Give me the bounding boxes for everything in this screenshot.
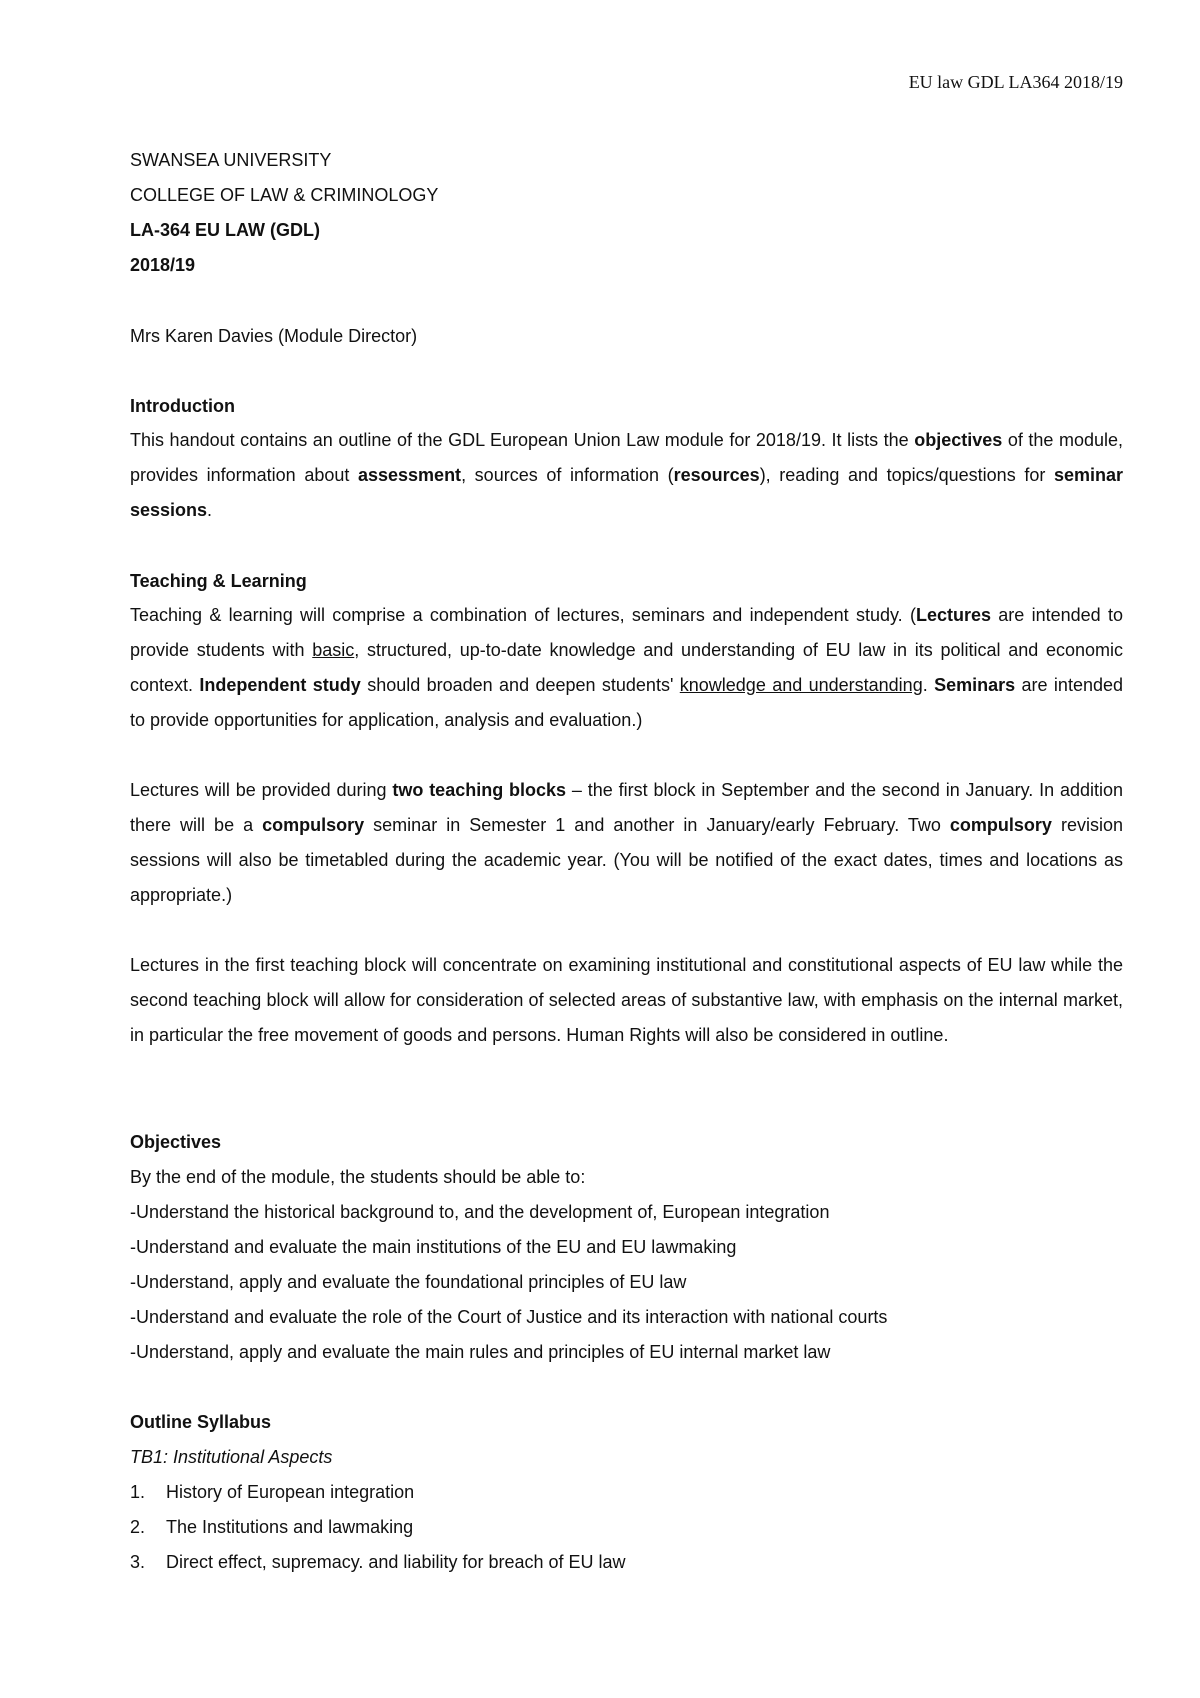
- objectives-heading: Objectives: [130, 1132, 222, 1152]
- module-director: Mrs Karen Davies (Module Director): [130, 326, 418, 346]
- running-header: EU law GDL LA364 2018/19: [908, 72, 1123, 92]
- teaching-paragraph-2: Lectures will be provided during two teaching blocks – the first block in September and the second in January. In addition there will be a compulsory seminar in Semester 1 and another in January/early February. Two compulsory revision sessions will also be timetabled during the academic year. (You will be notified of the exact dates, times and locations as appropriate.): [130, 780, 1124, 905]
- teaching-heading: Teaching & Learning: [130, 571, 307, 591]
- objective-item: -Understand, apply and evaluate the main rules and principles of EU internal market law: [130, 1342, 831, 1362]
- objective-item: -Understand the historical background to, and the development of, European integration: [130, 1202, 830, 1222]
- teaching-paragraph-3: Lectures in the first teaching block will concentrate on examining institutional and constitutional aspects of EU law while the second teaching block will allow for consideration of selected areas of substantive law, with emphasis on the internal market, in particular the free movement of goods and persons. Human Rights will also be considered in outline.: [130, 955, 1123, 1045]
- academic-year: 2018/19: [130, 255, 196, 275]
- objective-item: -Understand, apply and evaluate the foundational principles of EU law: [130, 1272, 687, 1292]
- introduction-paragraph: This handout contains an outline of the GDL European Union Law module for 2018/19. It lists the objectives of the module, provides information about assessment, sources of information (resources), reading and topics/questions for seminar sessions.: [130, 430, 1123, 520]
- syllabus-heading: Outline Syllabus: [130, 1412, 272, 1432]
- syllabus-item: 2. The Institutions and lawmaking: [130, 1517, 414, 1537]
- syllabus-item: 3. Direct effect, supremacy. and liability for breach of EU law: [130, 1552, 626, 1572]
- introduction-heading: Introduction: [130, 396, 235, 416]
- objective-item: -Understand and evaluate the main institutions of the EU and EU lawmaking: [130, 1237, 737, 1257]
- module-code: LA-364 EU LAW (GDL): [130, 220, 321, 240]
- teaching-paragraph-1: Teaching & learning will comprise a combination of lectures, seminars and independent study. (Lectures are intended to provide students with basic, structured, up-to-date knowledge and understanding of EU law in its political and economic context. Independent study should broaden and deepen students' knowledge and understanding. Seminars are intended to provide opportunities for application, analysis and evaluation.): [130, 605, 1124, 730]
- syllabus-item: 1. History of European integration: [130, 1482, 415, 1502]
- college-name: COLLEGE OF LAW & CRIMINOLOGY: [130, 185, 439, 205]
- syllabus-subheading: TB1: Institutional Aspects: [130, 1447, 333, 1467]
- objective-item: -Understand and evaluate the role of the Court of Justice and its interaction with national courts: [130, 1307, 888, 1327]
- objectives-intro: By the end of the module, the students should be able to:: [130, 1167, 586, 1187]
- university-name: SWANSEA UNIVERSITY: [130, 150, 332, 170]
